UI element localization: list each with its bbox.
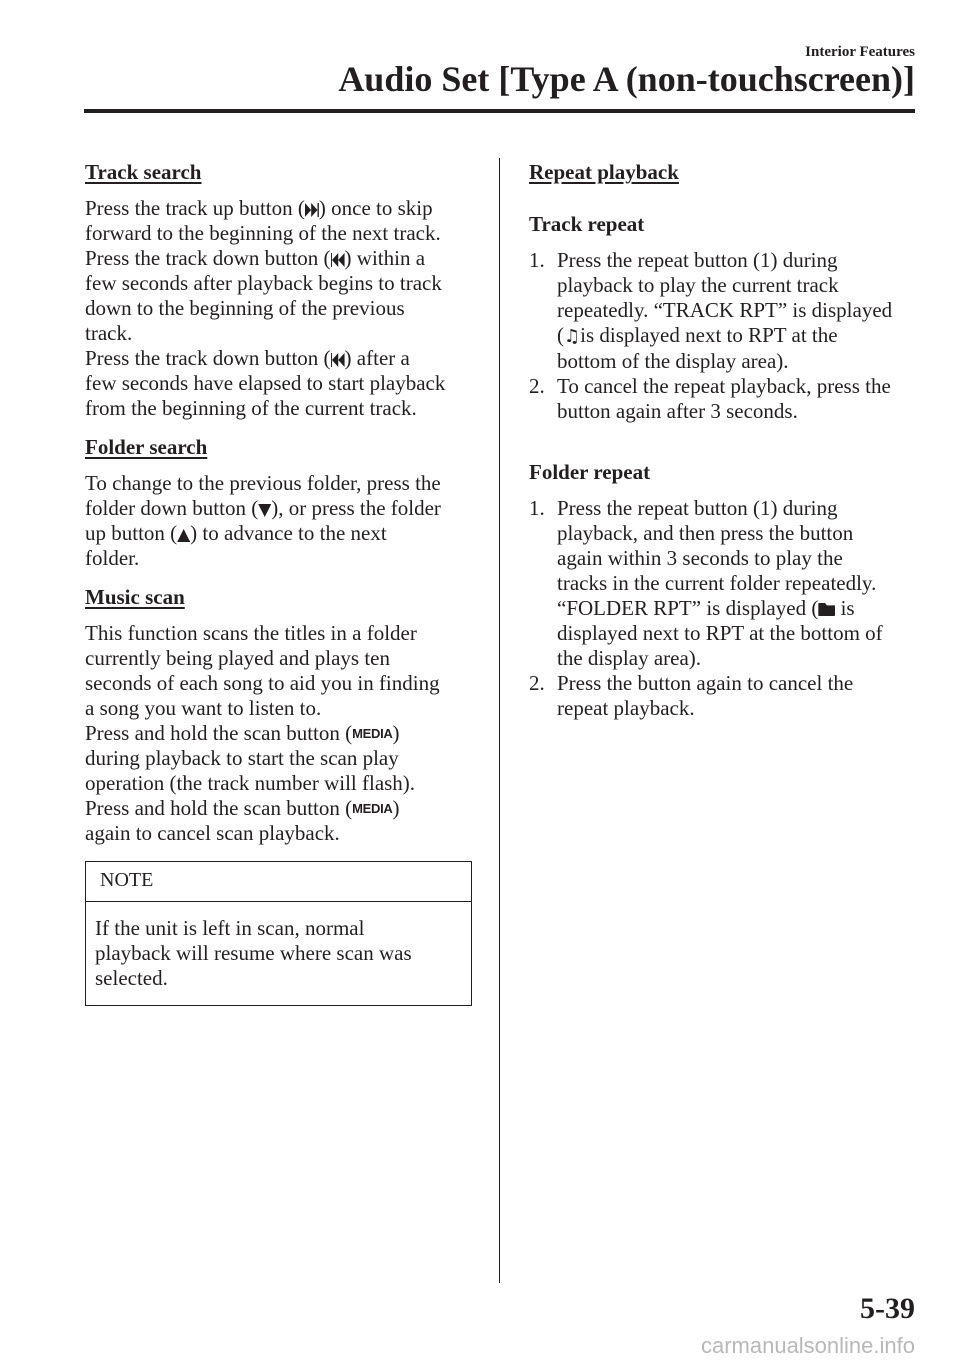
text-line: Press and hold the scan button (MEDIA): [85, 721, 400, 745]
text-line: “FOLDER RPT” is displayed ( is: [557, 596, 855, 620]
track-repeat-subheading: Track repeat: [529, 212, 645, 236]
text-line: again within 3 seconds to play the: [557, 546, 843, 570]
music-scan-body: [85, 621, 473, 846]
folder-icon: [818, 603, 835, 616]
track-search-section: [85, 158, 473, 421]
text-line: Press the track up button ( ) once to skip: [85, 196, 433, 220]
text-line: folder.: [85, 546, 140, 570]
text-line: forward to the beginning of the next track.: [85, 221, 441, 245]
text-line: Press the repeat button (1) during: [557, 496, 838, 520]
text-line: Press the track down button ( ) within a: [85, 246, 426, 270]
header-rule: [84, 109, 915, 113]
section-label: Interior Features: [805, 44, 915, 60]
music-scan-heading: Music scan: [85, 585, 185, 609]
note-title: NOTE: [86, 862, 471, 902]
text-line: To change to the previous folder, press the: [85, 471, 441, 495]
note-line: selected.: [95, 966, 168, 990]
text-line: Press the button again to cancel the: [557, 671, 854, 695]
media-icon: MEDIA: [352, 801, 393, 816]
text-line: (♫is displayed next to RPT at the: [557, 323, 838, 347]
step-item: [529, 374, 921, 424]
text-line: a song you want to listen to.: [85, 696, 322, 720]
text-line: To cancel the repeat playback, press the: [557, 374, 891, 398]
text-line: track.: [85, 321, 133, 345]
text-line: currently being played and plays ten: [85, 646, 390, 670]
step-number: 2.: [529, 671, 545, 695]
note-body: [86, 902, 471, 1005]
text-line: repeatedly. “TRACK RPT” is displayed: [557, 298, 893, 322]
text-line: folder down button ( ), or press the folder: [85, 496, 441, 520]
step-item: [529, 248, 921, 374]
text-line: Press and hold the scan button (MEDIA): [85, 796, 400, 820]
media-icon: MEDIA: [352, 726, 393, 741]
folder-search-body: [85, 471, 473, 571]
step-item: [529, 671, 921, 721]
note-box: [85, 861, 472, 1006]
step-item: [529, 496, 921, 671]
text-line: button again after 3 seconds.: [557, 399, 798, 423]
page-title: Audio Set [Type A (non-touchscreen)]: [338, 59, 915, 99]
text-line: few seconds after playback begins to track: [85, 271, 442, 295]
text-line: operation (the track number will flash).: [85, 771, 416, 795]
watermark: carmanualsonline.info: [700, 1333, 915, 1358]
text-line: the display area).: [557, 646, 702, 670]
text-line: tracks in the current folder repeatedly.: [557, 571, 877, 595]
text-line: bottom of the display area).: [557, 349, 789, 373]
folder-up-icon: [177, 529, 190, 542]
music-scan-section: [85, 583, 473, 846]
prev-track-icon: [331, 353, 345, 367]
text-line: displayed next to RPT at the bottom of: [557, 621, 883, 645]
note-line: playback will resume where scan was: [95, 941, 412, 965]
music-note-icon: ♫: [564, 326, 581, 347]
text-line: This function scans the titles in a folder: [85, 621, 417, 645]
text-line: repeat playback.: [557, 696, 695, 720]
step-number: 1.: [529, 248, 545, 272]
text-line: again to cancel scan playback.: [85, 821, 340, 845]
text-line: Press the track down button ( ) after a: [85, 346, 410, 370]
text-line: during playback to start the scan play: [85, 746, 399, 770]
track-search-body: [85, 196, 473, 421]
track-repeat-steps: [529, 248, 921, 424]
step-number: 1.: [529, 496, 545, 520]
folder-search-section: [85, 433, 473, 571]
prev-track-icon: [331, 253, 345, 267]
column-divider: [499, 158, 500, 1283]
folder-down-icon: [258, 504, 271, 517]
text-line: playback to play the current track: [557, 273, 839, 297]
folder-repeat-steps: [529, 496, 921, 721]
text-line: up button ( ) to advance to the next: [85, 521, 387, 545]
text-line: from the beginning of the current track.: [85, 396, 417, 420]
text-line: playback, and then press the button: [557, 521, 854, 545]
text-line: seconds of each song to aid you in finding: [85, 671, 440, 695]
text-line: Press the repeat button (1) during: [557, 248, 838, 272]
folder-search-heading: Folder search: [85, 435, 208, 459]
track-search-heading: Track search: [85, 160, 202, 184]
text-line: few seconds have elapsed to start playback: [85, 371, 446, 395]
step-number: 2.: [529, 374, 545, 398]
folder-repeat-subheading: Folder repeat: [529, 460, 651, 484]
note-line: If the unit is left in scan, normal: [95, 916, 365, 940]
page-number: 5-39: [860, 1292, 915, 1325]
repeat-playback-heading: Repeat playback: [529, 160, 679, 184]
right-column: [529, 158, 921, 733]
text-line: down to the beginning of the previous: [85, 296, 405, 320]
left-column: [85, 158, 473, 1006]
next-track-icon: [305, 203, 319, 217]
